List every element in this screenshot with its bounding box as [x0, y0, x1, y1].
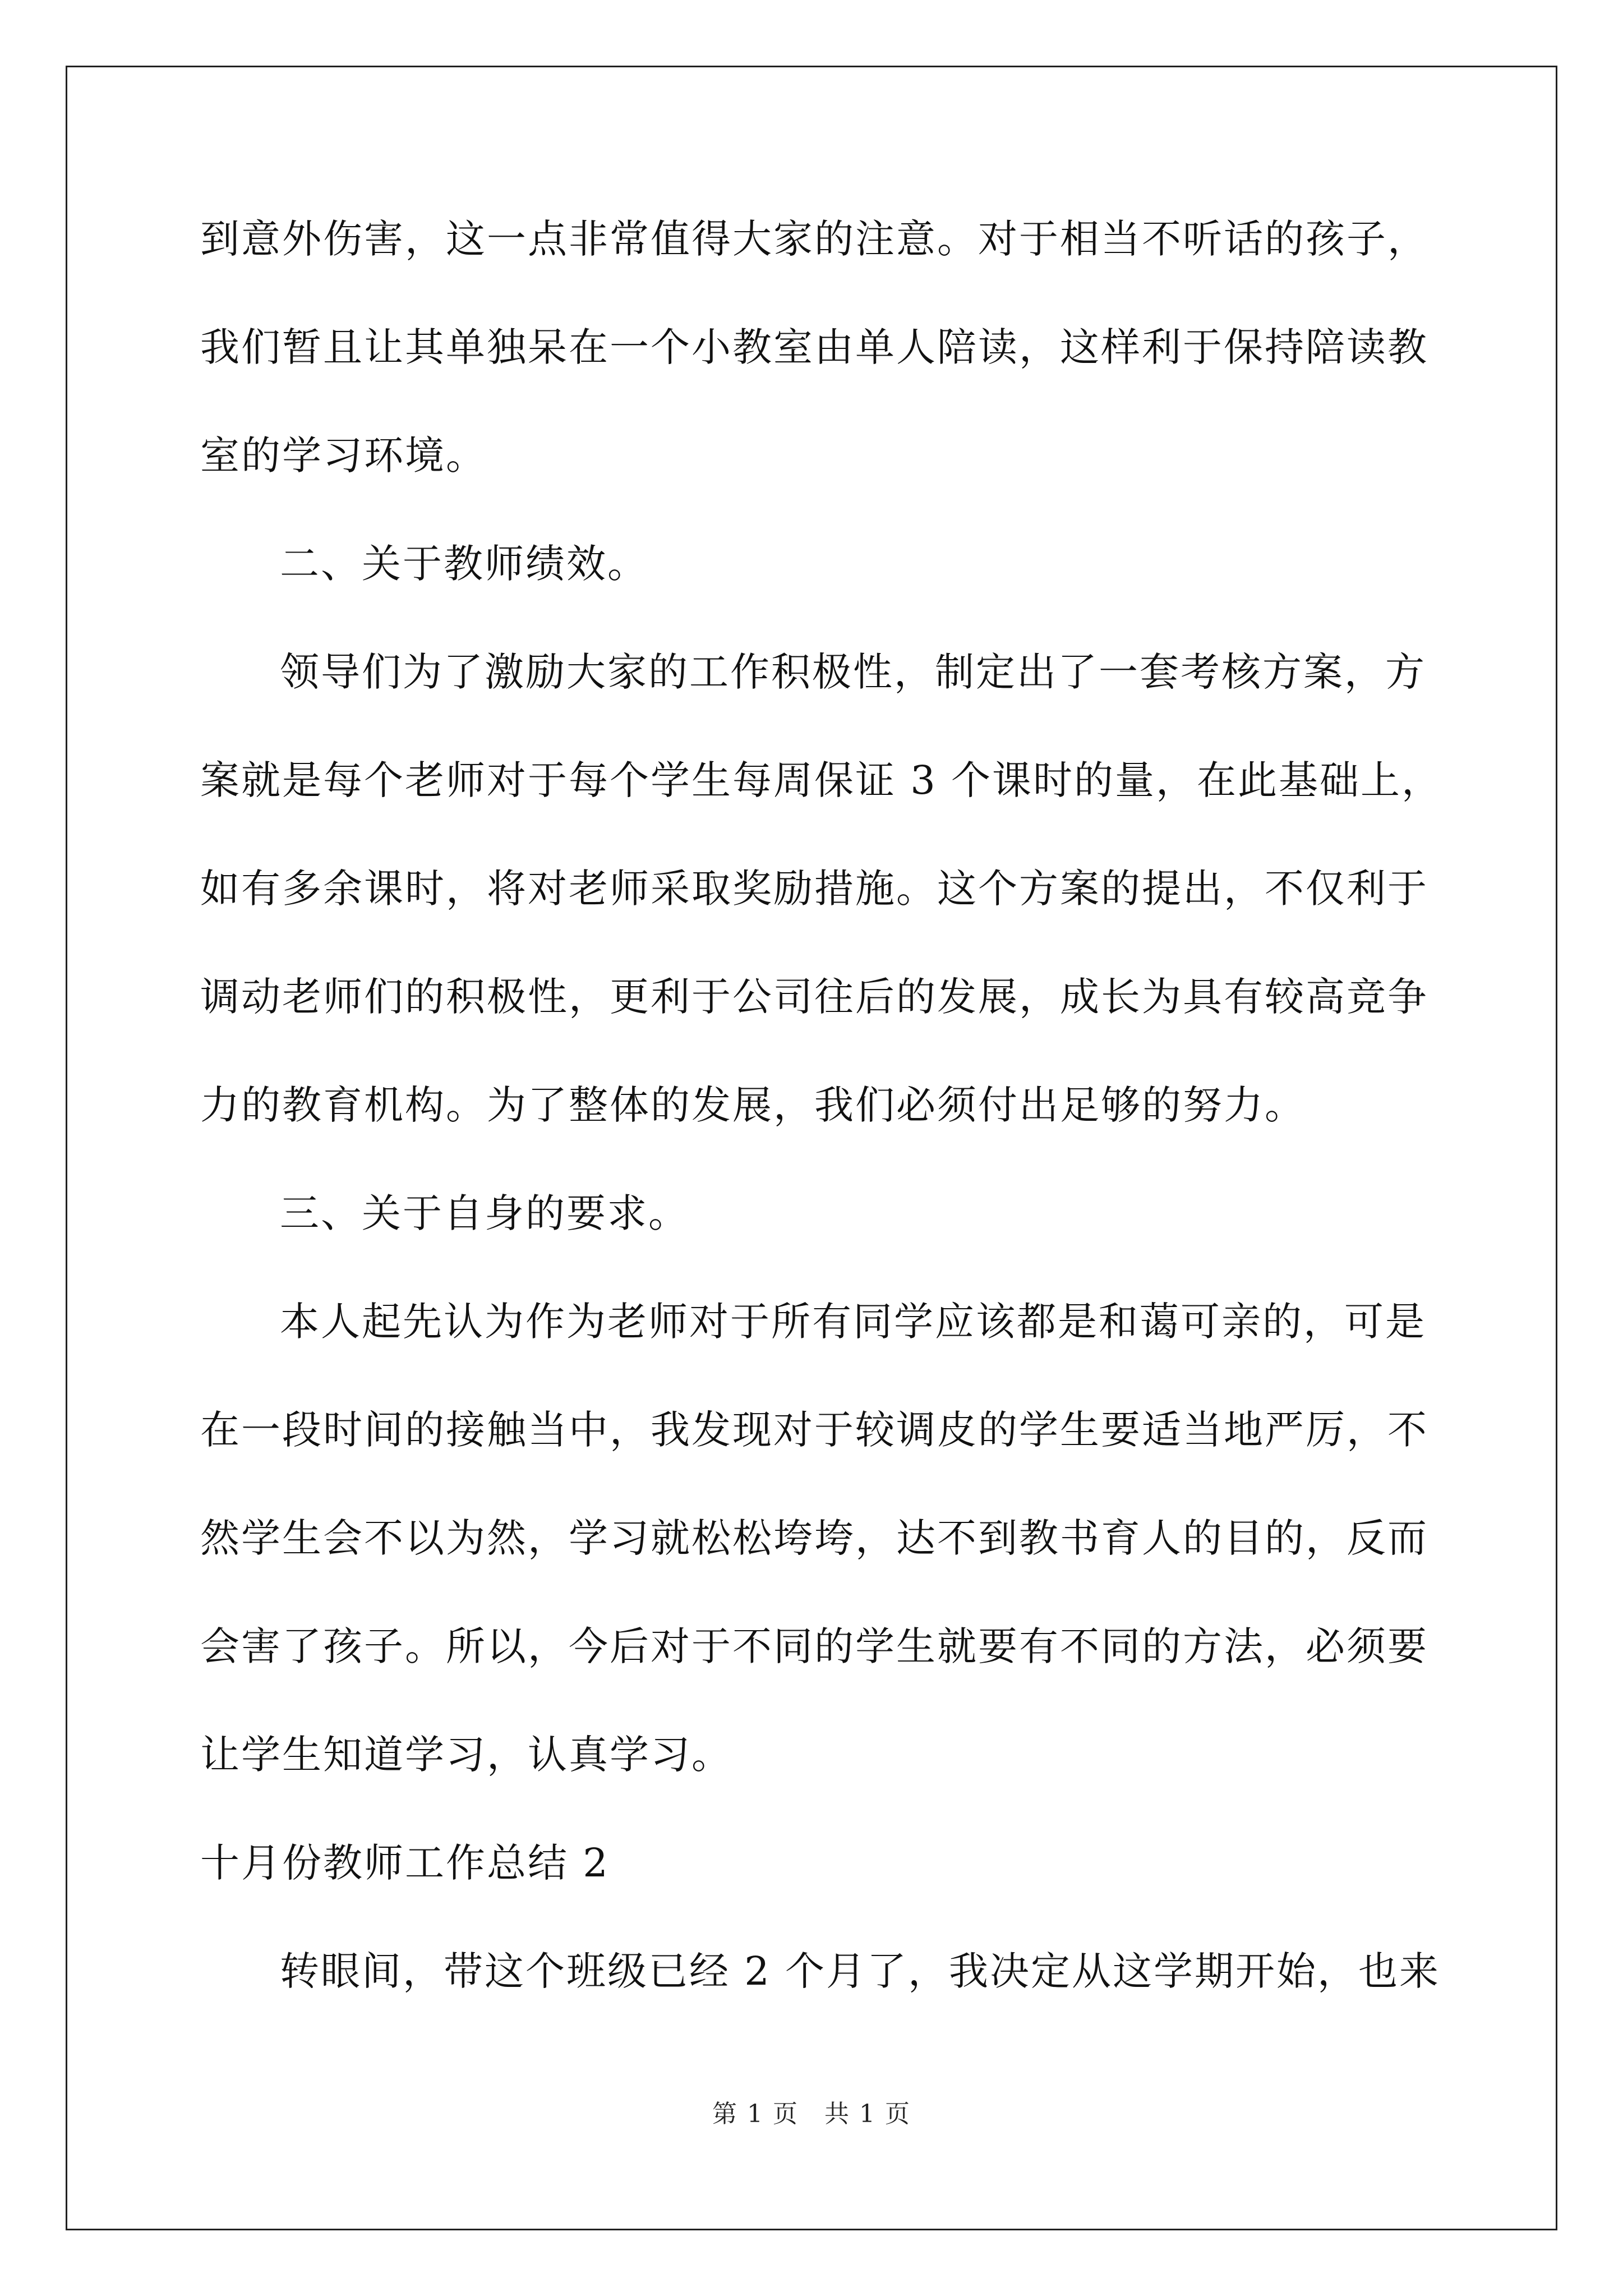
body-line: 然学生会不以为然，学习就松松垮垮，达不到教书育人的目的，反而 [200, 1515, 1428, 1561]
body-line: 让学生知道学习，认真学习。 [200, 1732, 732, 1778]
page-footer: 第 1 页 共 1 页 [712, 2100, 911, 2128]
body-line: 调动老师们的积极性，更利于公司往后的发展，成长为具有较高竞争 [200, 974, 1428, 1020]
section-heading: 三、关于自身的要求。 [280, 1190, 689, 1236]
paragraph-first-line: 领导们为了激励大家的工作积极性，制定出了一套考核方案，方 [280, 649, 1426, 695]
body-line: 室的学习环境。 [200, 432, 487, 478]
body-line: 我们暂且让其单独呆在一个小教室由单人陪读，这样利于保持陪读教 [200, 324, 1428, 370]
paragraph-first-line: 转眼间，带这个班级已经 2 个月了，我决定从这学期开始，也来 [280, 1948, 1441, 1994]
document-body [200, 185, 1443, 2026]
body-line: 如有多余课时，将对老师采取奖励措施。这个方案的提出，不仅利于 [200, 866, 1428, 912]
body-line: 在一段时间的接触当中，我发现对于较调皮的学生要适当地严厉，不 [200, 1407, 1428, 1453]
body-line: 会害了孩子。所以，今后对于不同的学生就要有不同的方法，必须要 [200, 1623, 1428, 1669]
section-heading: 二、关于教师绩效。 [280, 541, 648, 587]
body-line: 到意外伤害，这一点非常值得大家的注意。对于相当不听话的孩子， [200, 216, 1428, 262]
body-line: 案就是每个老师对于每个学生每周保证 3 个课时的量，在此基础上， [200, 757, 1443, 803]
body-line: 力的教育机构。为了整体的发展，我们必须付出足够的努力。 [200, 1082, 1306, 1128]
paragraph-first-line: 本人起先认为作为老师对于所有同学应该都是和蔼可亲的，可是 [280, 1299, 1426, 1345]
document-title: 十月份教师工作总结 2 [200, 1840, 610, 1886]
